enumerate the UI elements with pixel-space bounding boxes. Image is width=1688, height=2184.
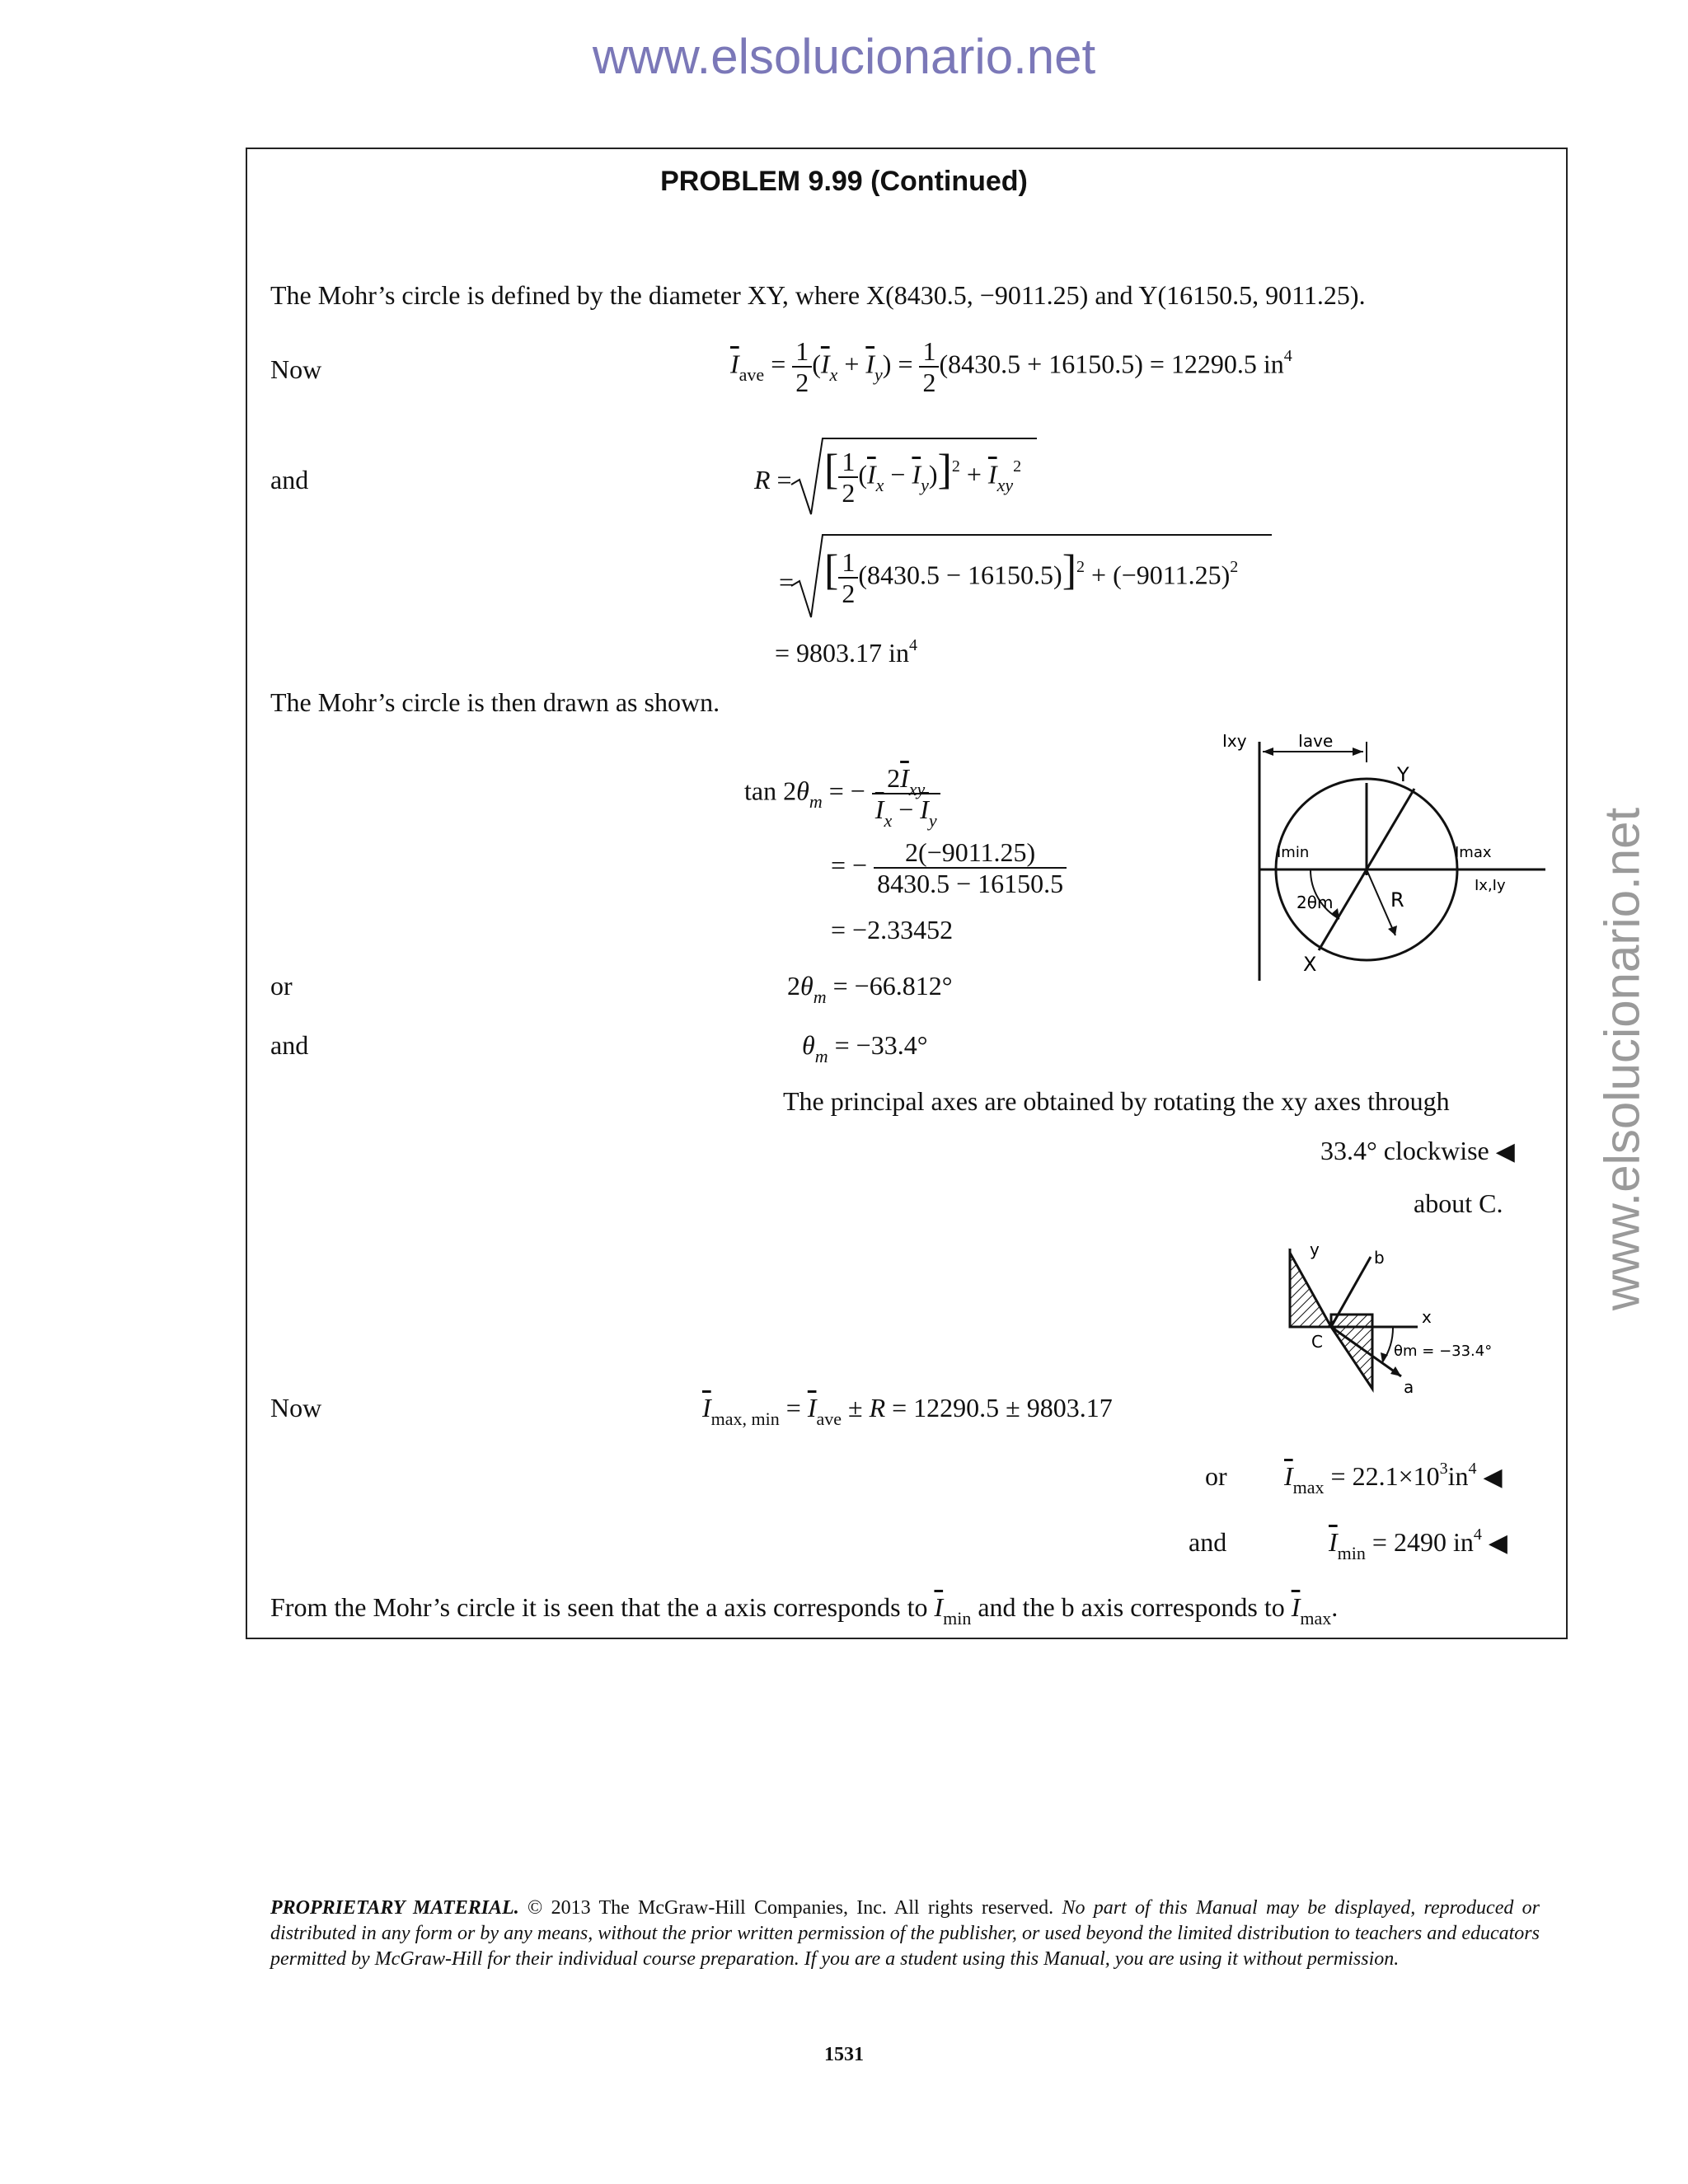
copyright-footer: [270, 1896, 1540, 1972]
imin-answer: $\overline{I}_{min} = 2490$ $in^4$ ◀: [1329, 1526, 1507, 1563]
or-label-1: or: [270, 971, 293, 1001]
mohr-label-imin: Imin: [1277, 844, 1310, 861]
watermark-side: www.elsolucionario.net: [1594, 807, 1650, 1311]
mohr-label-two-theta: 2θm: [1296, 893, 1334, 912]
now-label-2: Now: [270, 1393, 322, 1422]
r-result: = 9803.17 $in^4$: [775, 636, 917, 668]
answer-marker-icon: ◀: [1483, 1463, 1503, 1492]
footer-normal: © 2013 The McGraw-Hill Companies, Inc. All rights reserved.: [528, 1897, 1054, 1919]
mohr-circle-diagram: [1207, 725, 1554, 989]
sketch-label-b: b: [1374, 1248, 1385, 1268]
and-label-2: and: [270, 1030, 309, 1060]
mohr-label-y: Y: [1397, 763, 1409, 786]
answer-marker-icon: ◀: [1488, 1529, 1507, 1558]
mohr-label-iave: Iave: [1298, 731, 1334, 751]
fraction-half-2: $\frac{1}{2}$: [919, 338, 939, 396]
now-label-1: Now: [270, 354, 322, 384]
sketch-label-y: y: [1310, 1240, 1320, 1259]
r-expression-2: + (−9011.25): [1091, 560, 1231, 590]
iave-expression: (8430.5 + 16150.5) = 12290.5 in: [939, 349, 1284, 379]
mohr-label-axes: Ix,Iy: [1475, 877, 1506, 894]
page-number: 1531: [824, 2044, 864, 2065]
intro-text: The Mohr’s circle is defined by the diameter XY, where X(8430.5, −9011.25) and Y(16150.5, 9011.25).: [270, 280, 1366, 310]
or-label-2: or: [1205, 1461, 1227, 1491]
sketch-label-x: x: [1422, 1307, 1432, 1327]
iave-equation: $\overline{I}_{ave}$ = $\frac{1}{2}$ $(\overline{I}_x + \overline{I}_y)$ = $\frac{1}{2}$ (8430.5 + 16150.5) = 12290.5 $in^4$: [730, 336, 1292, 397]
principal-axes-sketch: [1273, 1240, 1537, 1413]
answer-marker-icon: ◀: [1495, 1137, 1515, 1166]
sketch-label-a: a: [1404, 1377, 1414, 1397]
fraction-half-1: $\frac{1}{2}$: [792, 338, 812, 396]
and-label-3: and: [1189, 1527, 1227, 1557]
imax-answer: $\overline{I}_{max} = 22.1\times 10^3in^4$ ◀: [1284, 1460, 1503, 1497]
principal-text: The principal axes are obtained by rotating the xy axes through: [783, 1086, 1450, 1116]
answer-rotation: 33.4° clockwise ◀: [1320, 1136, 1515, 1166]
answer-about-c: about C.: [1414, 1188, 1503, 1218]
sketch-label-c: C: [1311, 1332, 1323, 1352]
theta-result: $\theta_m = -33.4^\circ$: [802, 1030, 928, 1066]
sketch-label-theta: θm = −33.4°: [1394, 1343, 1493, 1360]
footer-bold: PROPRIETARY MATERIAL.: [270, 1897, 519, 1919]
mohr-label-r: R: [1390, 888, 1404, 912]
imax-min-equation: $\overline{I}_{max, min} = \overline{I}_{ave} \pm R = 12290.5 \pm 9803.17$: [702, 1393, 1113, 1429]
mohr-label-ixy: Ixy: [1222, 731, 1247, 751]
and-label-1: and: [270, 465, 309, 494]
tan-result: = −2.33452: [831, 915, 954, 944]
mohr-label-x: X: [1303, 953, 1317, 976]
drawn-text: The Mohr’s circle is then drawn as shown.: [270, 687, 720, 717]
tan-equation: $\tan 2\theta_m$ = − $\frac{2\overline{I}_{xy}}{\overline{I}_x - \overline{I}_y}$: [744, 765, 940, 823]
tan-substitution: = − $\frac{2(-9011.25)}{8430.5 - 16150.5}$: [831, 839, 1067, 897]
r-symbol: R =: [754, 465, 792, 494]
conclusion-text: From the Mohr’s circle it is seen that the a axis corresponds to $\overline{I}_{min}$ and the b axis corresponds to $\overline{I}_{max}$.: [270, 1592, 1339, 1629]
two-theta-result: $2\theta_m = -66.812^\circ$: [787, 971, 953, 1007]
r-expression: (8430.5 − 16150.5): [858, 560, 1062, 590]
mohr-label-imax: Imax: [1455, 844, 1492, 861]
watermark-top: www.elsolucionario.net: [592, 29, 1096, 84]
footer-italic: No part of this Manual may be displayed, reproduced or distributed in any form or by any means, without the prior written permission of the publisher, or used beyond the limited distribution to teachers and educators permitted by McGraw-Hill for their individual course preparation. If you are a student using this Manual, you are using it without permission.: [270, 1897, 1540, 1970]
problem-title: PROBLEM 9.99 (Continued): [660, 166, 1028, 197]
